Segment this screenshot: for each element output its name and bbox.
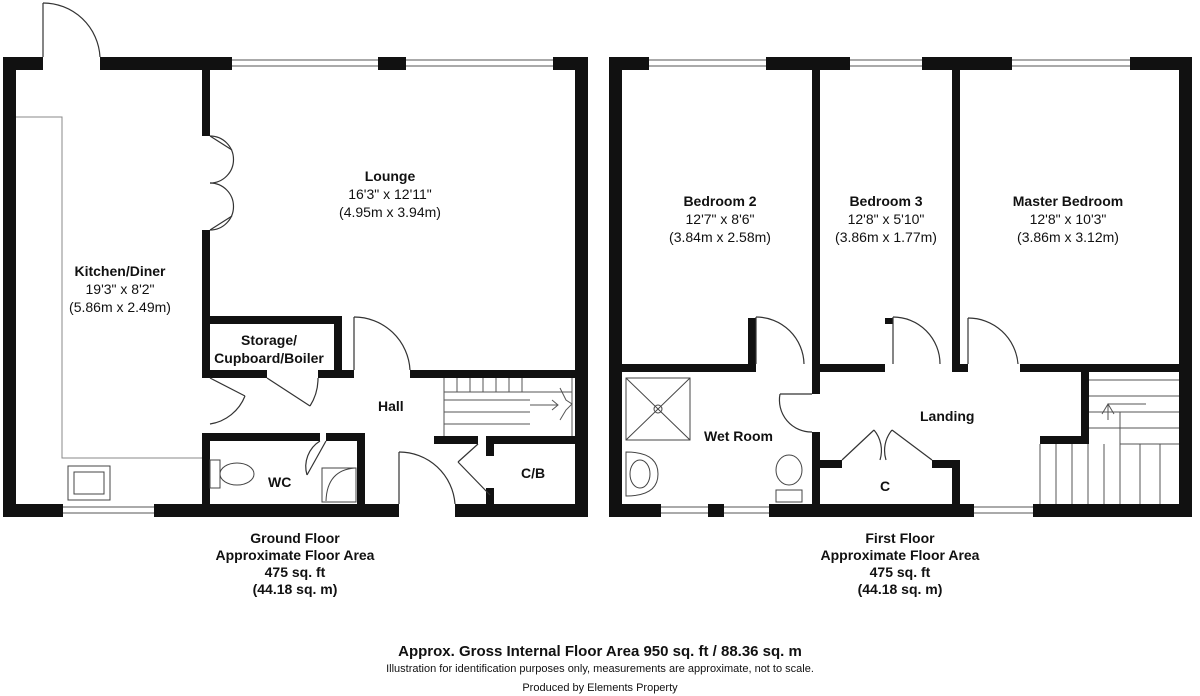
master-bedroom-label xyxy=(988,192,1148,246)
disclaimer-text: Illustration for identification purposes only, measurements are approximate, not to scale. xyxy=(386,663,814,675)
first-caption-line2: Approximate Floor Area xyxy=(820,547,980,563)
master-bedroom-metric: (3.86m x 3.12m) xyxy=(1017,229,1119,245)
master-bedroom-imperial: 12'8" x 10'3" xyxy=(1029,211,1107,227)
ground-caption-line2: Approximate Floor Area xyxy=(215,547,375,563)
lounge-metric: (4.95m x 3.94m) xyxy=(339,204,441,220)
first-windows xyxy=(649,60,1130,513)
ground-inner-walls xyxy=(202,70,575,504)
first-caption-line1: First Floor xyxy=(865,530,935,546)
ground-doors xyxy=(43,3,490,504)
lounge-imperial: 16'3" x 12'11" xyxy=(348,186,432,202)
cupboard-c-label: C xyxy=(880,478,891,494)
first-floor-caption xyxy=(795,530,1005,598)
cb-label: C/B xyxy=(521,465,546,481)
bedroom-3-label xyxy=(806,192,966,246)
ground-floor-caption xyxy=(190,530,400,598)
storage-line1: Storage/ xyxy=(240,332,297,348)
producer-text: Produced by Elements Property xyxy=(522,682,678,694)
ground-stairs xyxy=(444,378,572,436)
first-outer-walls xyxy=(609,57,1192,517)
kitchen-diner-imperial: 19'3" x 8'2" xyxy=(85,281,155,297)
kitchen-diner-label xyxy=(40,262,200,316)
ground-caption-line1: Ground Floor xyxy=(250,530,340,546)
bedroom-3-metric: (3.86m x 1.77m) xyxy=(835,229,937,245)
first-floor-plan xyxy=(609,57,1192,517)
storage-label xyxy=(206,331,332,367)
bedroom-2-imperial: 12'7" x 8'6" xyxy=(685,211,755,227)
kitchen-diner-metric: (5.86m x 2.49m) xyxy=(69,299,171,315)
wet-room-label: Wet Room xyxy=(704,428,773,444)
lounge-label xyxy=(310,167,470,221)
bedroom-2-metric: (3.84m x 2.58m) xyxy=(669,229,771,245)
landing-label: Landing xyxy=(920,408,975,424)
first-caption-line3: 475 sq. ft xyxy=(869,564,931,580)
wc-fixtures xyxy=(68,460,356,502)
bedroom-2-label xyxy=(640,192,800,246)
storage-line2: Cupboard/Boiler xyxy=(214,350,324,366)
first-doors xyxy=(756,317,1018,460)
ground-floor-plan xyxy=(3,3,588,517)
bedroom-3-imperial: 12'8" x 5'10" xyxy=(847,211,925,227)
first-caption-line4: (44.18 sq. m) xyxy=(857,581,943,597)
bedroom-2-name: Bedroom 2 xyxy=(683,193,757,209)
kitchen-diner-name: Kitchen/Diner xyxy=(74,263,166,279)
master-bedroom-name: Master Bedroom xyxy=(1012,193,1124,209)
hall-label: Hall xyxy=(378,398,404,414)
gross-area-text: Approx. Gross Internal Floor Area 950 sq. ft / 88.36 sq. m xyxy=(398,643,802,660)
wc-label: WC xyxy=(268,474,292,490)
ground-caption-line3: 475 sq. ft xyxy=(264,564,326,580)
bedroom-3-name: Bedroom 3 xyxy=(849,193,923,209)
lounge-name: Lounge xyxy=(364,168,416,184)
ground-caption-line4: (44.18 sq. m) xyxy=(252,581,338,597)
